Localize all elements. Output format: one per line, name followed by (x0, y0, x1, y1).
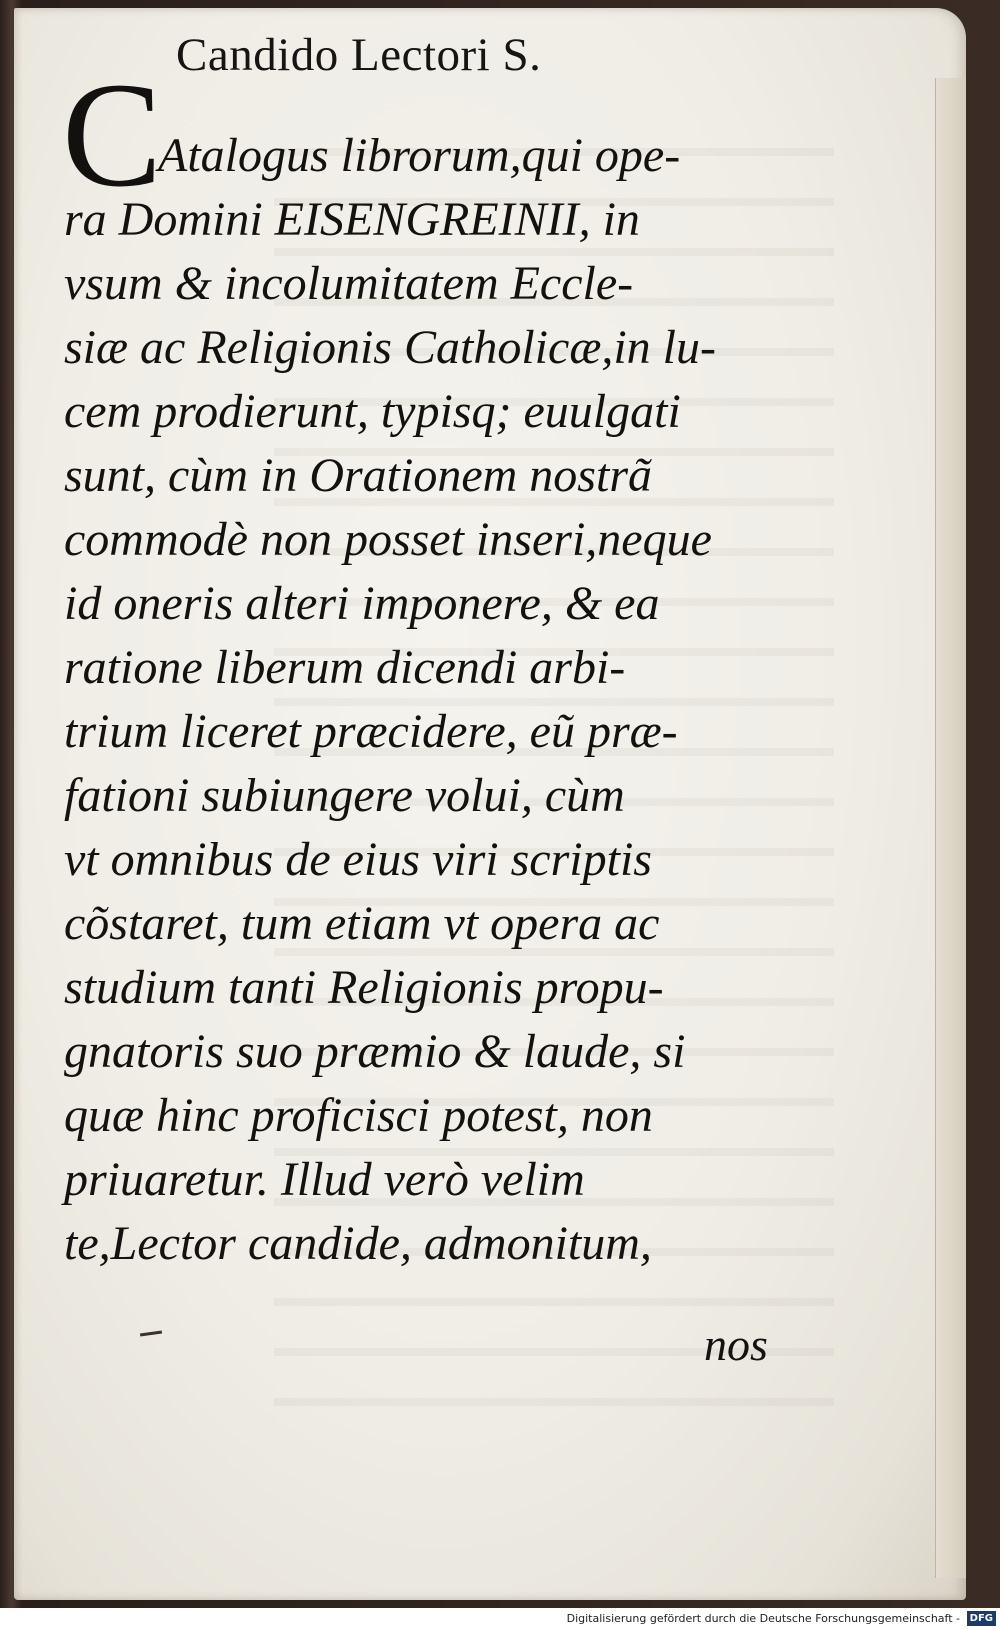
text-line: commodè non posset inseri,neque (64, 513, 712, 566)
text-line: trium liceret præcidere, eũ præ- (64, 705, 678, 758)
text-line: te,Lector candide, admonitum, (64, 1217, 652, 1270)
text-line: siæ ac Religionis Catholicæ,in lu- (64, 321, 716, 374)
text-line: gnatoris suo præmio & laude, si (64, 1025, 686, 1078)
dfg-logo-icon: DFG (967, 1611, 996, 1626)
text-line: priuaretur. Illud verò velim (64, 1153, 585, 1206)
text-line: quæ hinc proficisci potest, non (64, 1089, 653, 1142)
text-line: studium tanti Religionis propu- (64, 961, 664, 1014)
text-line: id oneris alteri imponere, & ea (64, 577, 660, 630)
text-line: fationi subiungere volui, cùm (64, 769, 625, 822)
text-line: ra Domini EISENGREINII, in (64, 193, 640, 246)
text-line: vt omnibus de eius viri scriptis (64, 833, 652, 886)
footer-bar (0, 1608, 1000, 1630)
text-line: Atalogus librorum,qui ope- (158, 129, 681, 182)
catchword: nos (704, 1319, 768, 1370)
page-edge (935, 78, 966, 1578)
text-line: ratione liberum dicendi arbi- (64, 641, 626, 694)
text-line: sunt, cùm in Orationem nostrã (64, 449, 652, 502)
text-line: cõstaret, tum etiam vt opera ac (64, 897, 660, 950)
text-line: vsum & incolumitatem Eccle- (64, 257, 634, 310)
funding-credit: Digitalisierung gefördert durch die Deutsche Forschungsgemeinschaft - (566, 1612, 960, 1625)
drop-cap: C (62, 52, 163, 218)
text-line: cem prodierunt, typisq; euulgati (64, 385, 681, 438)
running-head: Candido Lectori S. (176, 29, 542, 81)
